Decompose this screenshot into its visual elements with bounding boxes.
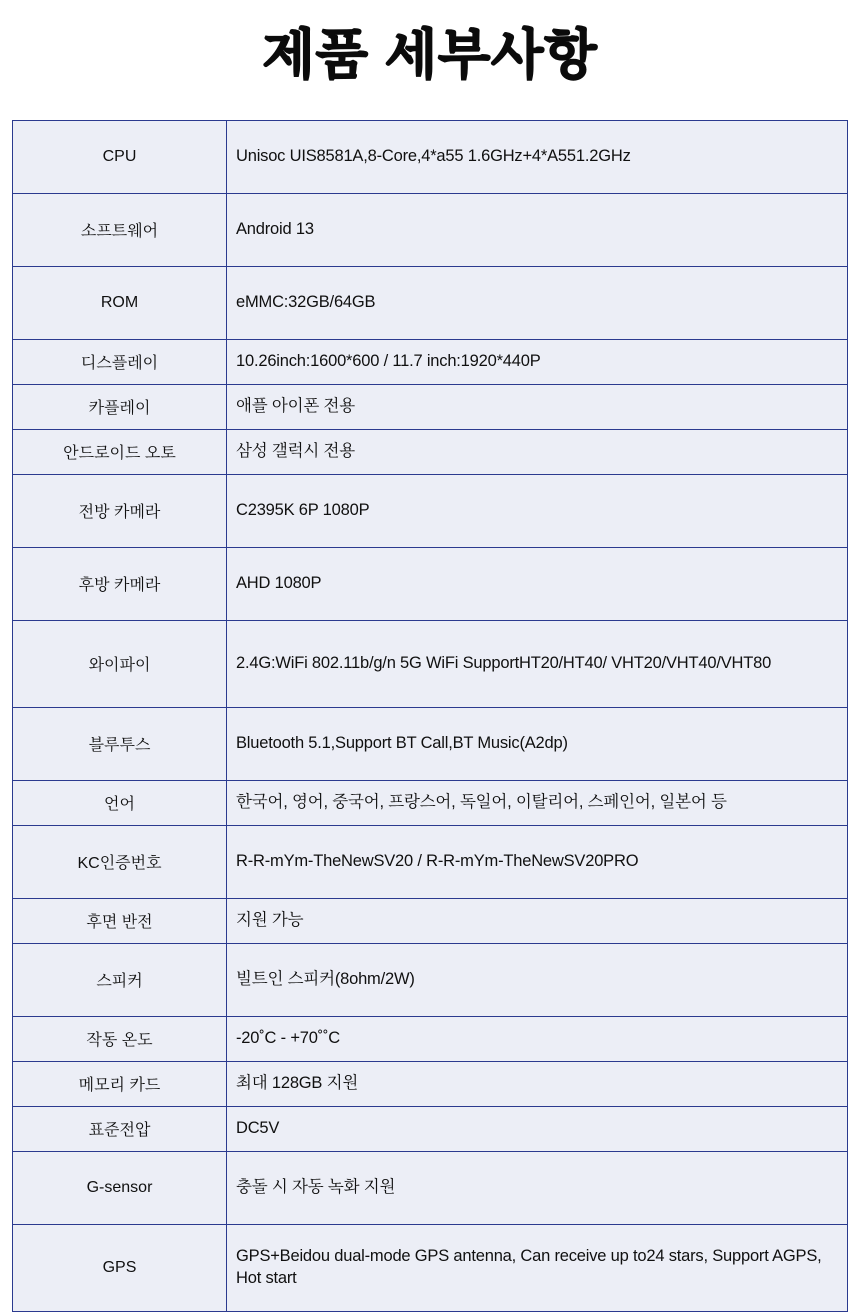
table-row xyxy=(13,193,848,266)
table-body xyxy=(13,120,848,1311)
spec-value: DC5V xyxy=(227,1106,848,1151)
spec-label: 스피커 xyxy=(13,943,227,1016)
spec-value: 2.4G:WiFi 802.11b/g/n 5G WiFi SupportHT20/HT40/ VHT20/VHT40/VHT80 xyxy=(227,620,848,707)
spec-value: Unisoc UIS8581A,8-Core,4*a55 1.6GHz+4*A551.2GHz xyxy=(227,120,848,193)
table-row xyxy=(13,266,848,339)
table-row xyxy=(13,120,848,193)
spec-value: 최대 128GB 지원 xyxy=(227,1061,848,1106)
spec-value: R-R-mYm-TheNewSV20 / R-R-mYm-TheNewSV20PRO xyxy=(227,825,848,898)
spec-label: 안드로이드 오토 xyxy=(13,429,227,474)
spec-value: eMMC:32GB/64GB xyxy=(227,266,848,339)
spec-label: G-sensor xyxy=(13,1151,227,1224)
product-specifications-table xyxy=(12,120,848,1312)
table-row xyxy=(13,825,848,898)
spec-value: 한국어, 영어, 중국어, 프랑스어, 독일어, 이탈리어, 스페인어, 일본어 등 xyxy=(227,780,848,825)
table-row xyxy=(13,429,848,474)
table-row xyxy=(13,547,848,620)
spec-label: GPS xyxy=(13,1224,227,1311)
spec-value: 충돌 시 자동 녹화 지원 xyxy=(227,1151,848,1224)
spec-value: C2395K 6P 1080P xyxy=(227,474,848,547)
table-row xyxy=(13,384,848,429)
page-title: 제품 세부사항 xyxy=(262,25,598,85)
spec-label: 카플레이 xyxy=(13,384,227,429)
table-row xyxy=(13,1106,848,1151)
table-row xyxy=(13,1061,848,1106)
table-row xyxy=(13,780,848,825)
spec-value: 빌트인 스피커(8ohm/2W) xyxy=(227,943,848,1016)
spec-label: 전방 카메라 xyxy=(13,474,227,547)
table-row xyxy=(13,339,848,384)
document-page xyxy=(0,22,860,1287)
spec-label: 디스플레이 xyxy=(13,339,227,384)
table-row xyxy=(13,620,848,707)
spec-value: 10.26inch:1600*600 / 11.7 inch:1920*440P xyxy=(227,339,848,384)
spec-value: 애플 아이폰 전용 xyxy=(227,384,848,429)
spec-value: 삼성 갤럭시 전용 xyxy=(227,429,848,474)
spec-label: 메모리 카드 xyxy=(13,1061,227,1106)
spec-label: 작동 온도 xyxy=(13,1016,227,1061)
spec-label: 언어 xyxy=(13,780,227,825)
spec-label: KC인증번호 xyxy=(13,825,227,898)
spec-label: 와이파이 xyxy=(13,620,227,707)
spec-label: CPU xyxy=(13,120,227,193)
spec-value: AHD 1080P xyxy=(227,547,848,620)
spec-value: GPS+Beidou dual-mode GPS antenna, Can receive up to24 stars, Support AGPS, Hot start xyxy=(227,1224,848,1311)
table-row xyxy=(13,943,848,1016)
table-row xyxy=(13,707,848,780)
spec-label: ROM xyxy=(13,266,227,339)
table-row xyxy=(13,474,848,547)
spec-label: 블루투스 xyxy=(13,707,227,780)
table-row xyxy=(13,1224,848,1311)
table-row xyxy=(13,1016,848,1061)
spec-label: 후면 반전 xyxy=(13,898,227,943)
table-row xyxy=(13,1151,848,1224)
spec-label: 표준전압 xyxy=(13,1106,227,1151)
spec-value: -20˚C - +70˚˚C xyxy=(227,1016,848,1061)
spec-value: Bluetooth 5.1,Support BT Call,BT Music(A2dp) xyxy=(227,707,848,780)
spec-value: 지원 가능 xyxy=(227,898,848,943)
spec-label: 소프트웨어 xyxy=(13,193,227,266)
spec-value: Android 13 xyxy=(227,193,848,266)
table-row xyxy=(13,898,848,943)
spec-label: 후방 카메라 xyxy=(13,547,227,620)
